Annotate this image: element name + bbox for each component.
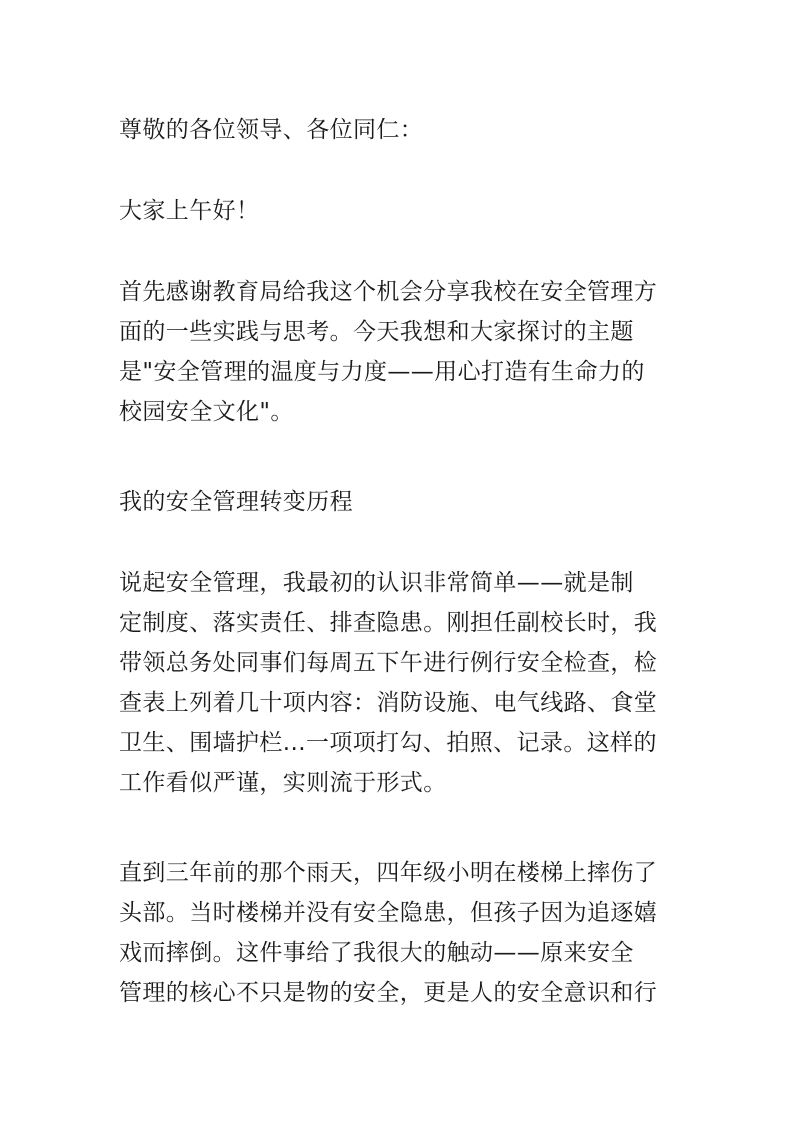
text-line: 卫生、围墙护栏...一项项打勾、拍照、记录。这样的 <box>119 730 657 756</box>
text-line: 头部。当时楼梯并没有安全隐患，但孩子因为追逐嬉 <box>119 900 658 926</box>
text-line: 带领总务处同事们每周五下午进行例行安全检查，检 <box>119 650 658 676</box>
text-line: 首先感谢教育局给我这个机会分享我校在安全管理方 <box>119 279 658 305</box>
text-line: 工作看似严谨，实则流于形式。 <box>119 770 447 796</box>
greeting <box>119 191 699 231</box>
text-line: 校园安全文化"。 <box>119 399 294 425</box>
text-line: 是"安全管理的温度与力度——用心打造有生命力的 <box>119 359 645 385</box>
text-line: 尊敬的各位领导、各位同仁： <box>119 117 424 143</box>
paragraph-incident <box>119 853 699 1013</box>
text-line: 面的一些实践与思考。今天我想和大家探讨的主题 <box>119 319 634 345</box>
document-body <box>119 110 699 1013</box>
text-line: 管理的核心不只是物的安全，更是人的安全意识和行 <box>119 980 658 1006</box>
section-heading <box>119 482 699 522</box>
paragraph-transformation <box>119 563 699 803</box>
opening-paragraph <box>119 272 699 432</box>
text-line: 说起安全管理，我最初的认识非常简单——就是制 <box>119 570 634 596</box>
text-line: 直到三年前的那个雨天，四年级小明在楼梯上摔伤了 <box>119 860 658 886</box>
text-line: 定制度、落实责任、排查隐患。刚担任副校长时，我 <box>119 610 658 636</box>
salutation <box>119 110 699 150</box>
text-line: 查表上列着几十项内容：消防设施、电气线路、食堂 <box>119 690 658 716</box>
text-line: 戏而摔倒。这件事给了我很大的触动——原来安全 <box>119 940 634 966</box>
text-line: 我的安全管理转变历程 <box>119 489 353 515</box>
text-line: 大家上午好！ <box>119 198 260 224</box>
